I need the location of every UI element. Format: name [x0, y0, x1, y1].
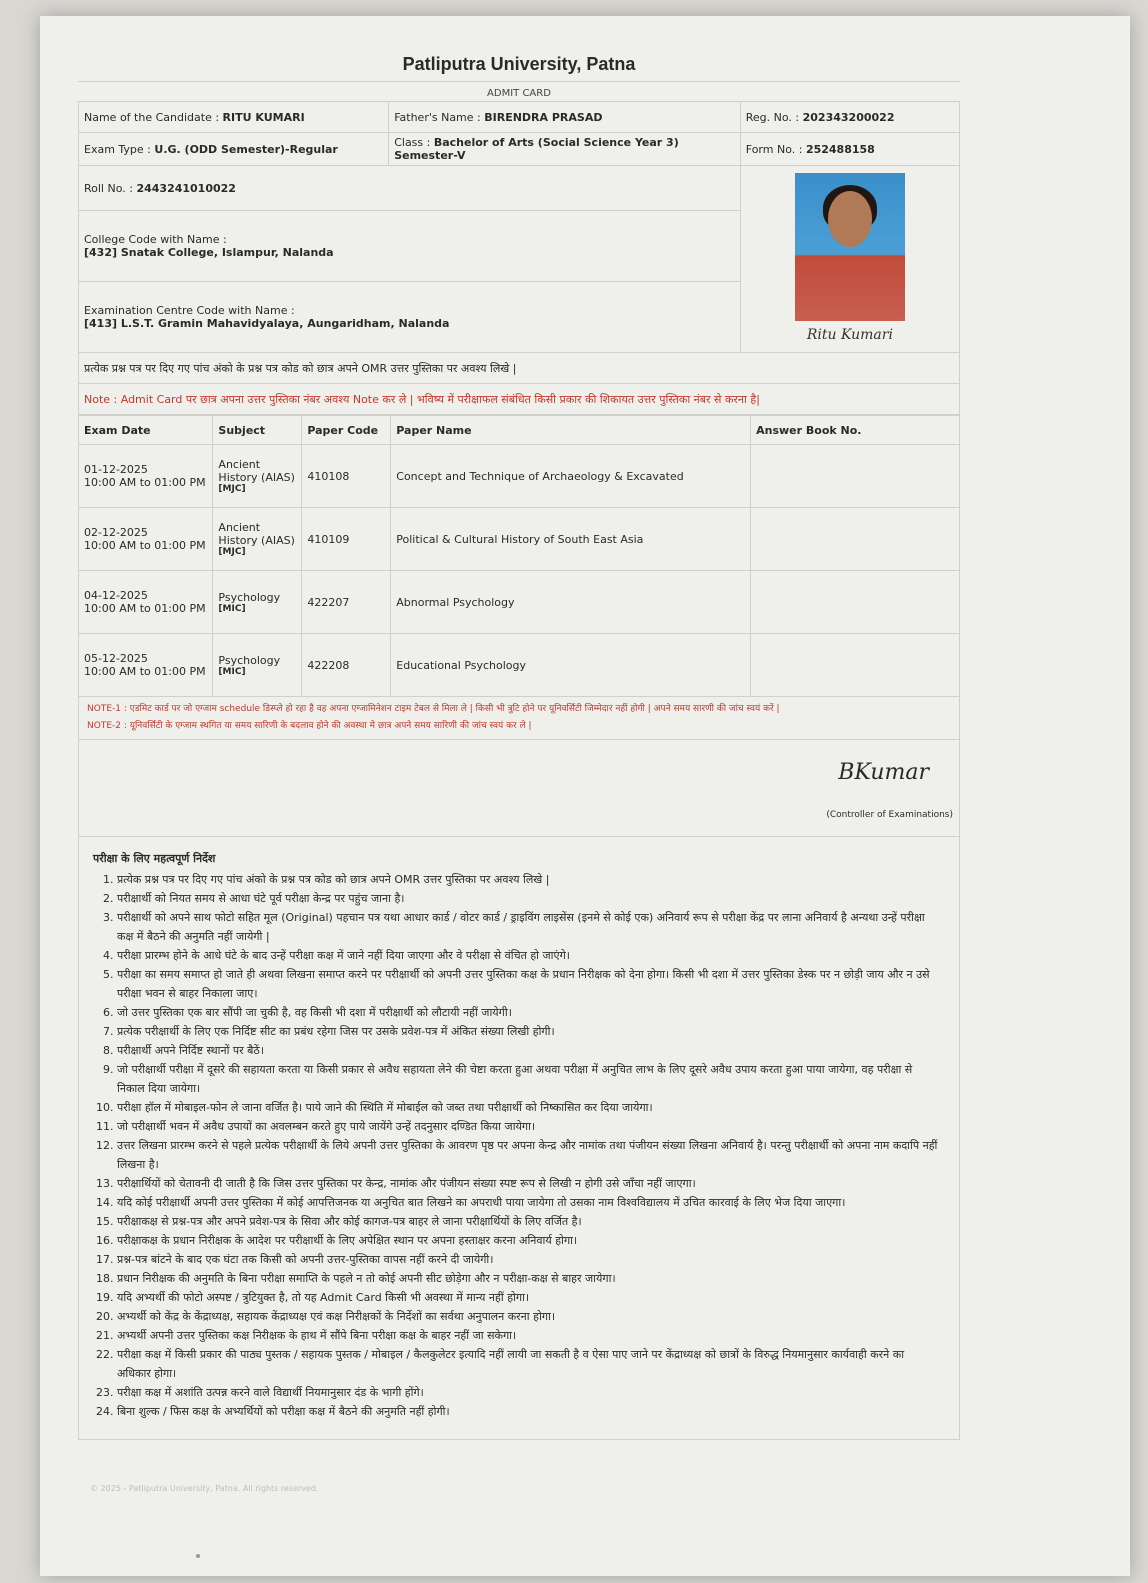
list-item: 23. परीक्षा कक्ष में अशांति उत्पन्न करने वाले विद्यार्थी नियमानुसार दंड के भागी होंगे। [117, 1383, 939, 1402]
list-item: 22. परीक्षा कक्ष में किसी प्रकार की पाठ्य पुस्तक / सहायक पुस्तक / मोबाइल / कैलकुलेटर इत्यादि नहीं लायी जा सकती है व ऐसा पाए जाने पर केंद्राध्यक्ष को छात्रों के विरुद्ध नियमानुसार कार्यवाही करने का अधिकार होगा। [117, 1345, 939, 1383]
class-info: Class : Bachelor of Arts (Social Science Year 3) Semester-V [389, 133, 741, 166]
controller-label: (Controller of Examinations) [826, 810, 953, 820]
list-item: 16. परीक्षाकक्ष के प्रधान निरीक्षक के आदेश पर परीक्षार्थी के लिए अपेक्षित स्थान पर अपना हस्ताक्षर करना अनिवार्य होगा। [117, 1231, 939, 1250]
col-paper-name: Paper Name [391, 416, 751, 445]
answer-book-cell [751, 508, 960, 571]
answer-book-cell [751, 571, 960, 634]
candidate-name: Name of the Candidate : RITU KUMARI [79, 102, 389, 133]
admit-note: Note : Admit Card पर छात्र अपना उत्तर पुस्तिका नंबर अवश्य Note कर ले | भविष्य में परीक्षाफल संबंधित किसी प्रकार की शिकायत उत्तर पुस्तिका नंबर से करना है| [79, 384, 960, 415]
footer-copyright: © 2025 - Patliputra University, Patna. All rights reserved. [90, 1484, 319, 1493]
candidate-photo [795, 173, 905, 321]
reg-no: Reg. No. : 202343200022 [740, 102, 959, 133]
list-item: 14. यदि कोई परीक्षार्थी अपनी उत्तर पुस्तिका में कोई आपत्तिजनक या अनुचित बात लिखने का अपराधी पाया जायेगा तो उसका नाम विश्वविद्यालय में उचित कारवाई के लिए भेज दिया जाएगा। [117, 1193, 939, 1212]
col-paper-code: Paper Code [302, 416, 391, 445]
omr-note: प्रत्येक प्रश्न पत्र पर दिए गए पांच अंको के प्रश्न पत्र कोड को छात्र अपने OMR उत्तर पुस्तिका पर अवश्य लिखे | [79, 353, 960, 384]
university-name: Patliputra University, Patna [78, 46, 960, 82]
list-item: 19. यदि अभ्यर्थी की फोटो अस्पष्ट / त्रुटियुक्त है, तो यह Admit Card किसी भी अवस्था में मान्य नहीं होगा। [117, 1288, 939, 1307]
pin-mark [196, 1554, 200, 1558]
table-row: 02-12-2025 10:00 AM to 01:00 PM Ancient History (AIAS) [MJC] 410109 Political & Cultural History of South East Asia [79, 508, 960, 571]
list-item: 3. परीक्षार्थी को अपने साथ फोटो सहित मूल (Original) पहचान पत्र यथा आधार कार्ड / वोटर कार्ड / ड्राइविंग लाइसेंस (इनमे से कोई एक) अनिवार्य रूप से परीक्षा केंद्र पर लाना अनिवार्य है अन्यथा उन्हें परीक्षा कक्ष में बैठने की अनुमति नहीं जायेगी | [117, 908, 939, 946]
list-item: 13. परीक्षार्थियों को चेतावनी दी जाती है कि जिस उत्तर पुस्तिका पर केन्द्र, नामांक और पंजीयन संख्या स्पष्ट रूप से लिखी न होगी उसे जाँचा नहीं जाएगा। [117, 1174, 939, 1193]
roll-no: Roll No. : 2443241010022 [79, 166, 741, 211]
father-name: Father's Name : BIRENDRA PRASAD [389, 102, 741, 133]
list-item: 15. परीक्षाकक्ष से प्रश्न-पत्र और अपने प्रवेश-पत्र के सिवा और कोई कागज-पत्र बाहर ले जाना परीक्षार्थियों के लिए वर्जित है। [117, 1212, 939, 1231]
form-no: Form No. : 252488158 [740, 133, 959, 166]
col-exam-date: Exam Date [79, 416, 213, 445]
list-item: 11. जो परीक्षार्थी भवन में अवैध उपायों का अवलम्बन करते हुए पाये जायेंगे उन्हें तदनुसार दण्डित किया जायेगा। [117, 1117, 939, 1136]
answer-book-cell [751, 634, 960, 697]
note-2: NOTE-2 : यूनिवर्सिटी के एग्जाम स्थगित या समय सारिणी के बदलाव होने की अवस्था मे छात्र अपने समय सारिणी की जांच स्वयं कर ले | [87, 721, 532, 731]
centre-info: Examination Centre Code with Name : [413] L.S.T. Gramin Mahavidyalaya, Aungaridham, Nalanda [79, 282, 741, 353]
list-item: 17. प्रश्न-पत्र बांटने के बाद एक घंटा तक किसी को अपनी उत्तर-पुस्तिका वापस नहीं करने दी जायेगी। [117, 1250, 939, 1269]
list-item: 2. परीक्षार्थी को नियत समय से आधा घंटे पूर्व परीक्षा केन्द्र पर पहुंच जाना है। [117, 889, 939, 908]
list-item: 24. बिना शुल्क / फिस कक्ष के अभ्यर्थियों को परीक्षा कक्ष में बैठने की अनुमति नहीं होगी। [117, 1402, 939, 1421]
candidate-info-table [78, 101, 960, 415]
list-item: 12. उत्तर लिखना प्रारम्भ करने से पहले प्रत्येक परीक्षार्थी के लिये अपनी उत्तर पुस्तिका के आवरण पृष्ठ पर अपना केन्द्र और नामांक तथा पंजीयन संख्या लिखना अनिवार्य है। परन्तु परीक्षार्थी को अपना नाम कदापि नहीं लिखना है। [117, 1136, 939, 1174]
list-item: 9. जो परीक्षार्थी परीक्षा में दूसरे की सहायता करता या किसी प्रकार से अवैध सहायता लेने की चेष्टा करता हुआ अथवा परीक्षा में अनुचित लाभ के लिए दूसरे अवैध उपाय करता हुआ पाया जायेगा, वह परीक्षा से निकाल दिया जायेगा। [117, 1060, 939, 1098]
candidate-signature: Ritu Kumari [806, 327, 893, 343]
list-item: 18. प्रधान निरीक्षक की अनुमति के बिना परीक्षा समाप्ति के पहले न तो कोई अपनी सीट छोड़ेगा और न परीक्षा-कक्ष से बाहर जायेगा। [117, 1269, 939, 1288]
admit-card [78, 46, 960, 1440]
list-item: 10. परीक्षा हॉल में मोबाइल-फोन ले जाना वर्जित है। पाये जाने की स्थिति में मोबाईल को जब्त तथा परीक्षार्थी को निष्कासित कर दिया जायेगा। [117, 1098, 939, 1117]
list-item: 8. परीक्षार्थी अपने निर्दिष्ट स्थानों पर बैठें। [117, 1041, 939, 1060]
photo-cell [740, 166, 959, 353]
college-info: College Code with Name : [432] Snatak College, Islampur, Nalanda [79, 211, 741, 282]
list-item: 6. जो उत्तर पुस्तिका एक बार सौंपी जा चुकी है, वह किसी भी दशा में परीक्षार्थी को लौटायी नहीं जायेगी। [117, 1003, 939, 1022]
col-subject: Subject [213, 416, 302, 445]
controller-section [78, 740, 960, 837]
controller-signature: BKumar [838, 760, 929, 785]
instructions-section [78, 837, 960, 1440]
note-1: NOTE-1 : एडमिट कार्ड पर जो एग्जाम schedule डिस्प्ले हो रहा है वह अपना एग्जामिनेशन टाइम टेबल से मिला ले | किसी भी त्रुटि होने पर यूनिवर्सिटी जिम्मेदार नहीं होगी | अपने समय सारणी की जांच स्वयं करें | [87, 704, 780, 714]
schedule-header [79, 416, 960, 445]
answer-book-cell [751, 445, 960, 508]
list-item: 5. परीक्षा का समय समाप्त हो जाते ही अथवा लिखना समाप्त करने पर परीक्षार्थी को अपनी उत्तर पुस्तिका कक्ष के प्रधान निरीक्षक को देना होगा। किसी भी दशा में उत्तर पुस्तिका डेस्क पर न छोड़ी जाय और न उसे परीक्षा भवन से बाहर निकाला जाए। [117, 965, 939, 1003]
exam-type: Exam Type : U.G. (ODD Semester)-Regular [79, 133, 389, 166]
list-item: 7. प्रत्येक परीक्षार्थी के लिए एक निर्दिष्ट सीट का प्रबंध रहेगा जिस पर उसके प्रवेश-पत्र में अंकित संख्या लिखी होगी। [117, 1022, 939, 1041]
col-answer-book: Answer Book No. [751, 416, 960, 445]
table-row: 04-12-2025 10:00 AM to 01:00 PM Psychology [MIC] 422207 Abnormal Psychology [79, 571, 960, 634]
schedule-notes [78, 697, 960, 740]
list-item: 20. अभ्यर्थी को केंद्र के केंद्राध्यक्ष, सहायक केंद्राध्यक्ष एवं कक्ष निरीक्षकों के निर्देशों का सर्वथा अनुपालन करना होगा। [117, 1307, 939, 1326]
admit-card-title: ADMIT CARD [487, 88, 551, 99]
instructions-title: परीक्षा के लिए महत्वपूर्ण निर्देश [93, 852, 216, 865]
exam-schedule-table [78, 415, 960, 697]
list-item: 21. अभ्यर्थी अपनी उत्तर पुस्तिका कक्ष निरीक्षक के हाथ में सौंपे बिना परीक्षा कक्ष के बाहर नहीं जा सकेगा। [117, 1326, 939, 1345]
list-item: 4. परीक्षा प्रारम्भ होने के आधे घंटे के बाद उन्हें परीक्षा कक्ष में जाने नहीं दिया जाएगा और वे परीक्षा से वंचित हो जाएंगे। [117, 946, 939, 965]
instructions-list [93, 870, 939, 1421]
table-row: 01-12-2025 10:00 AM to 01:00 PM Ancient History (AIAS) [MJC] 410108 Concept and Technique of Archaeology & Excavated [79, 445, 960, 508]
table-row: 05-12-2025 10:00 AM to 01:00 PM Psychology [MIC] 422208 Educational Psychology [79, 634, 960, 697]
list-item: 1. प्रत्येक प्रश्न पत्र पर दिए गए पांच अंको के प्रश्न पत्र कोड को छात्र अपने OMR उत्तर पुस्तिका पर अवश्य लिखे | [117, 870, 939, 889]
